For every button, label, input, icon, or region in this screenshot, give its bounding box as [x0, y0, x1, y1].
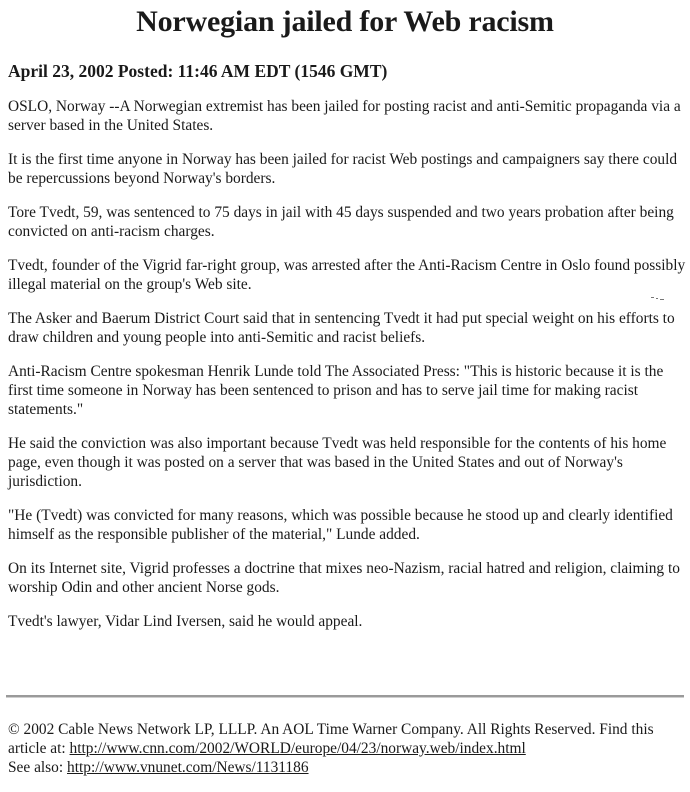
article-paragraph: He said the conviction was also important because Tvedt was held responsible for the contents of his home page, even though it was posted on a server that was based in the United States and out of Norway's jurisdiction.: [8, 435, 667, 490]
article-paragraph: Tvedt's lawyer, Vidar Lind Iversen, said he would appeal.: [8, 613, 363, 630]
article-headline: Norwegian jailed for Web racism: [136, 5, 554, 38]
article-paragraph: On its Internet site, Vigrid professes a doctrine that mixes neo-Nazism, racial hatred and religion, claiming to worship Odin and other ancient Norse gods.: [8, 560, 680, 596]
article-paragraph: The Asker and Baerum District Court said that in sentencing Tvedt it had put special weight on his efforts to draw children and young people into anti-Semitic and racist beliefs.: [8, 310, 675, 346]
article-dateline: April 23, 2002 Posted: 11:46 AM EDT (1546 GMT): [8, 61, 388, 81]
see-also-link[interactable]: http://www.vnunet.com/News/1131186: [67, 759, 309, 776]
article-paragraph: Tvedt, founder of the Vigrid far-right group, was arrested after the Anti-Racism Centre in Oslo found possibly illegal material on the group's Web site.: [8, 257, 686, 293]
article-paragraph: It is the first time anyone in Norway has been jailed for racist Web postings and campaigners say there could be repercussions beyond Norway's borders.: [8, 151, 678, 187]
article-paragraph: Tore Tvedt, 59, was sentenced to 75 days in jail with 45 days suspended and two years probation after being convicted on anti-racism charges.: [8, 204, 674, 240]
see-also-label: See also:: [8, 759, 64, 776]
scan-speck: [651, 297, 665, 300]
page-footer: [8, 720, 688, 777]
article-url-link[interactable]: http://www.cnn.com/2002/WORLD/europe/04/23/norway.web/index.html: [69, 740, 526, 757]
footer-divider: [6, 695, 684, 698]
article-paragraph: "He (Tvedt) was convicted for many reasons, which was possible because he stood up and clearly identified himself as the responsible publisher of the material," Lunde added.: [8, 507, 673, 543]
article-paragraph: Anti-Racism Centre spokesman Henrik Lunde told The Associated Press: "This is historic because it is the first time someone in Norway has been sentenced to prison and has to serve jail time for making racist statements.": [8, 363, 664, 418]
article-paragraph: OSLO, Norway --A Norwegian extremist has been jailed for posting racist and anti-Semitic propaganda via a server based in the United States.: [8, 98, 681, 134]
article-body: [8, 97, 688, 631]
see-also-line: [8, 758, 688, 777]
copyright-text: © 2002 Cable News Network LP, LLLP. An AOL Time Warner Company. All Rights Reserved. Find this article at:: [8, 721, 654, 757]
copyright-line: [8, 720, 688, 758]
